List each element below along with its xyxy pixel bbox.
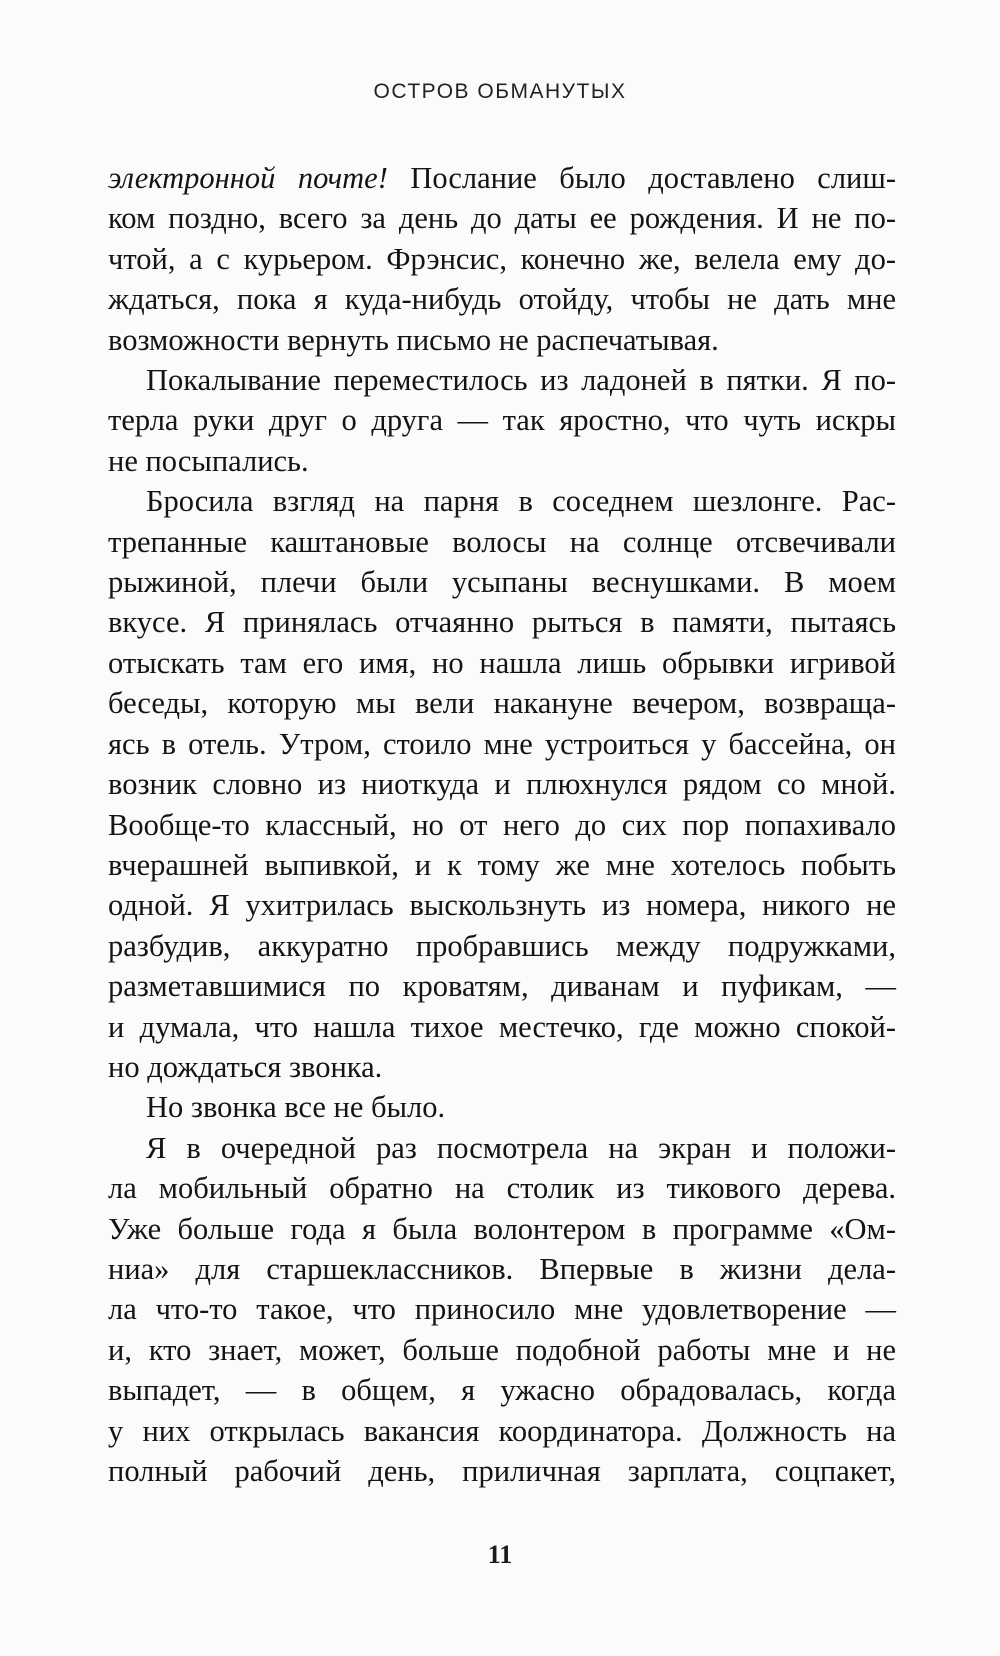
- text-line: разметавшимися по кроватям, диванам и пуфикам, —: [108, 969, 896, 1004]
- text-line: чтой, а с курьером. Фрэнсис, конечно же, велела ему до-: [108, 241, 896, 276]
- text-line: терла руки друг о друга — так яростно, что чуть искры: [108, 403, 896, 438]
- text-line: у них открылась вакансия координатора. Должность на: [108, 1413, 896, 1448]
- text-line: Вообще-то классный, но от него до сих пор попахивало: [108, 807, 896, 842]
- text-line: вкусе. Я принялась отчаянно рыться в памяти, пытаясь: [108, 605, 896, 640]
- text-line: полный рабочий день, приличная зарплата, соцпакет,: [108, 1454, 896, 1488]
- text-line: и думала, что нашла тихое местечко, где можно спокой-: [108, 1009, 896, 1044]
- text-line: разбудив, аккуратно пробравшись между подружками,: [108, 928, 896, 963]
- text-line: и, кто знает, может, больше подобной работы мне и не: [108, 1332, 896, 1367]
- text-line: ниа» для старшеклассников. Впервые в жизни дела-: [108, 1251, 896, 1286]
- text-line: выпадет, — в общем, я ужасно обрадовалась, когда: [108, 1373, 896, 1408]
- text-line: ком поздно, всего за день до даты ее рождения. И не по-: [108, 201, 896, 236]
- text-line: беседы, которую мы вели накануне вечером, возвраща-: [108, 686, 896, 721]
- paragraph-4: [108, 1087, 896, 1127]
- paragraph-1: [108, 158, 896, 360]
- text-line: ла мобильный обратно на столик из тикового дерева.: [108, 1171, 896, 1206]
- body-text: [108, 158, 896, 1491]
- text-line: возможности вернуть письмо не распечатывая.: [108, 322, 719, 357]
- page-number: 11: [487, 1540, 513, 1569]
- text-line: Бросила взгляд на парня в соседнем шезлонге. Рас-: [146, 484, 896, 519]
- text-line: Уже больше года я была волонтером в программе «Ом-: [108, 1211, 896, 1246]
- text-line: ясь в отель. Утром, стоило мне устроиться у бассейна, он: [108, 726, 896, 761]
- text-line: ла что-то такое, что приносило мне удовлетворение —: [108, 1292, 896, 1327]
- paragraph-5: [108, 1128, 896, 1492]
- text-line: Но звонка все не было.: [146, 1090, 446, 1125]
- running-title: ОСТРОВ ОБМАНУТЫХ: [373, 80, 627, 103]
- paragraph-2: [108, 360, 896, 481]
- text-line: одной. Я ухитрилась выскользнуть из номера, никого не: [108, 888, 896, 923]
- italic-phrase: электронной почте!: [108, 161, 388, 195]
- text-segment: Послание было доставлено слиш-: [387, 161, 896, 195]
- text-line: не посыпались.: [108, 443, 309, 478]
- text-line: отыскать там его имя, но нашла лишь обрывки игривой: [108, 645, 896, 680]
- text-line: вчерашней выпивкой, и к тому же мне хотелось побыть: [108, 847, 896, 882]
- paragraph-3: [108, 481, 896, 1087]
- text-line: рыжиной, плечи были усыпаны веснушками. В моем: [108, 565, 896, 600]
- text-line: возник словно из ниоткуда и плюхнулся рядом со мной.: [108, 767, 896, 802]
- text-line: [108, 158, 896, 198]
- text-line: Покалывание переместилось из ладоней в пятки. Я по-: [146, 363, 896, 398]
- text-line: трепанные каштановые волосы на солнце отсвечивали: [108, 524, 896, 559]
- text-line: Я в очередной раз посмотрела на экран и положи-: [146, 1130, 896, 1165]
- text-line: ждаться, пока я куда-нибудь отойду, чтобы не дать мне: [108, 282, 896, 317]
- text-line: но дождаться звонка.: [108, 1049, 383, 1084]
